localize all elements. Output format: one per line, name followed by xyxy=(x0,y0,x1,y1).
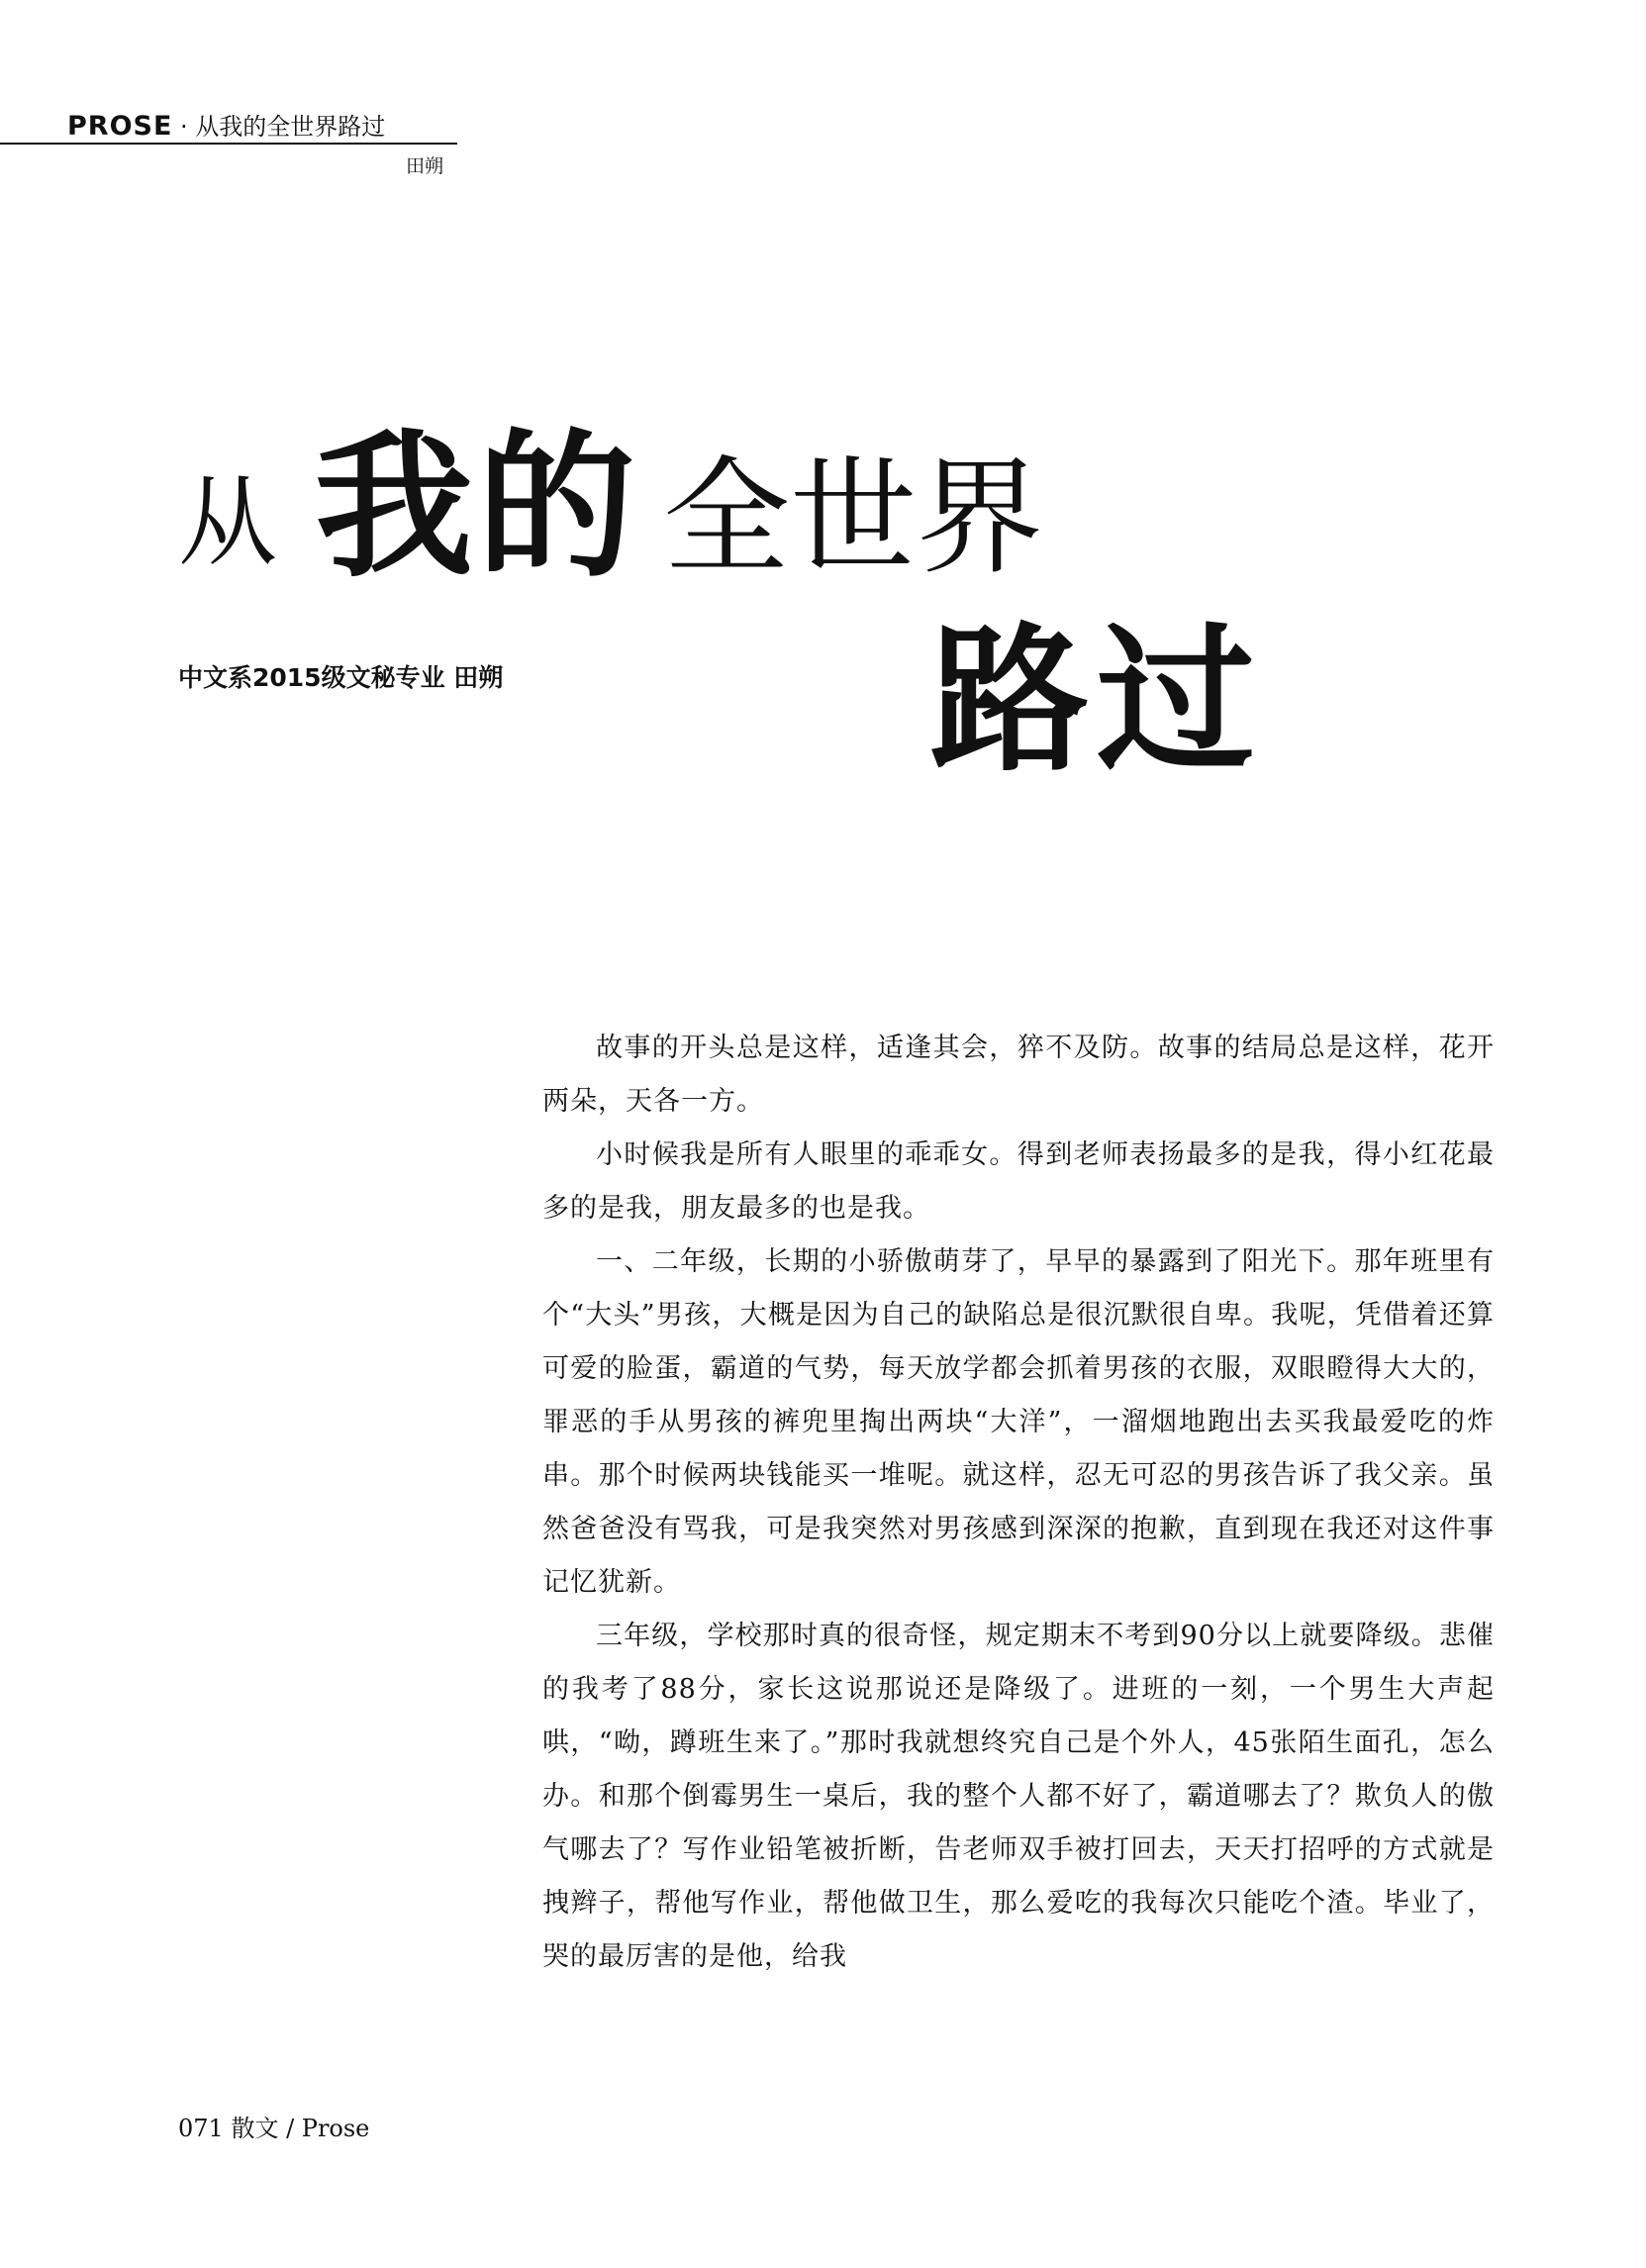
paragraph-2: 小时候我是所有人眼里的乖乖女。得到老师表扬最多的是我，得小红花最多的是我，朋友最多的也是我。 xyxy=(542,1139,1495,1224)
running-head-title: 从我的全世界路过 xyxy=(195,113,386,141)
footer-section-cn: 散文 xyxy=(231,2115,279,2142)
running-head-section: PROSE xyxy=(67,111,173,142)
running-head xyxy=(67,113,385,141)
paragraph-1: 故事的开头总是这样，适逢其会，猝不及防。故事的结局总是这样，花开两朵，天各一方。 xyxy=(542,1033,1495,1117)
title-part-2: 我的 xyxy=(315,414,640,599)
running-head-separator: · xyxy=(172,113,196,141)
author-byline: 中文系2015级文秘专业 田朔 xyxy=(178,663,504,692)
title-part-3: 全世界 xyxy=(663,444,1044,592)
title-part-4: 路过 xyxy=(930,608,1264,793)
header-rule xyxy=(0,143,457,145)
footer-separator: / xyxy=(278,2115,302,2142)
running-head-author: 田朔 xyxy=(406,155,444,177)
title-part-1: 从 xyxy=(178,464,277,580)
article-body xyxy=(542,1022,1495,1984)
footer-section-en: Prose xyxy=(301,2115,370,2142)
paragraph-3: 一、二年级，长期的小骄傲萌芽了，早早的暴露到了阳光下。那年班里有个“大头”男孩，大概是因为自己的缺陷总是很沉默很自卑。我呢，凭借着还算可爱的脸蛋，霸道的气势，每天放学都会抓着男孩的衣服，双眼瞪得大大的，罪恶的手从男孩的裤兜里掏出两块“大洋”，一溜烟地跑出去买我最爱吃的炸串。那个时候两块钱能买一堆呢。就这样，忍无可忍的男孩告诉了我父亲。虽然爸爸没有骂我，可是我突然对男孩感到深深的抱歉，直到现在我还对这件事记忆犹新。 xyxy=(542,1246,1495,1598)
page-number: 071 xyxy=(178,2115,224,2142)
paragraph-4: 三年级，学校那时真的很奇怪，规定期末不考到90分以上就要降级。悲催的我考了88分，家长这说那说还是降级了。进班的一刻，一个男生大声起哄，“呦，蹲班生来了。”那时我就想终究自己是个外人，45张陌生面孔，怎么办。和那个倒霉男生一桌后，我的整个人都不好了，霸道哪去了？欺负人的傲气哪去了？写作业铅笔被折断，告老师双手被打回去，天天打招呼的方式就是拽辫子，帮他写作业，帮他做卫生，那么爱吃的我每次只能吃个渣。毕业了，哭的最厉害的是他，给我 xyxy=(542,1621,1495,1972)
page-footer xyxy=(178,2109,369,2143)
